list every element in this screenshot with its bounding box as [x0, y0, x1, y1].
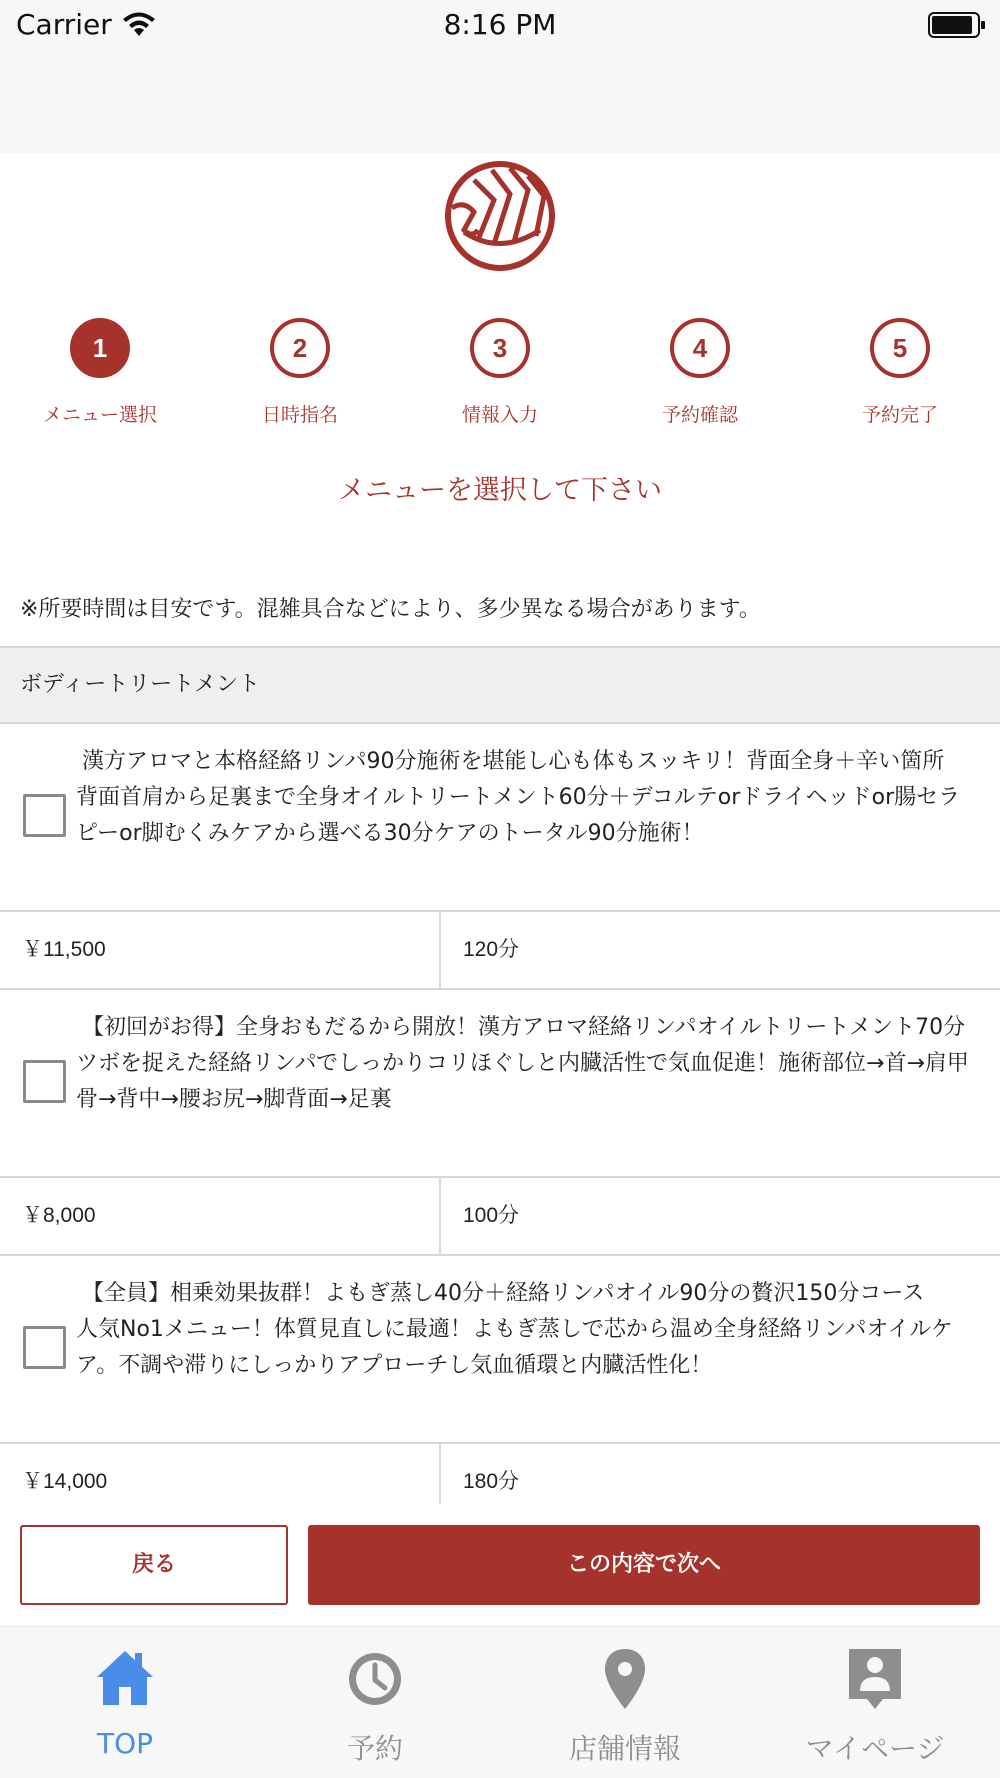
tab-bar — [0, 1626, 1000, 1778]
step-label: 情報入力 — [461, 404, 538, 426]
menu-checkbox[interactable] — [23, 1060, 66, 1103]
step-number: 2 — [270, 318, 330, 378]
next-button[interactable]: この内容で次へ — [308, 1525, 980, 1605]
menu-description: 背面首肩から足裏まで全身オイルトリートメント60分＋デコルテorドライヘッドor腸セラピーor脚むくみケアから選べる30分ケアのトータル90分施術！ — [76, 785, 961, 846]
menu-title: 【全員】相乗効果抜群！よもぎ蒸し40分＋経絡リンパオイル90分の贅沢150分コース — [82, 1281, 925, 1306]
carrier-name: Carrier — [16, 8, 112, 41]
status-time: 8:16 PM — [443, 8, 557, 41]
menu-item[interactable] — [0, 724, 1000, 990]
brand-logo — [444, 160, 556, 272]
tab-label: 店舗情報 — [568, 1732, 681, 1765]
back-button[interactable]: 戻る — [20, 1525, 288, 1605]
step-label: 予約確認 — [661, 404, 738, 426]
menu-list[interactable] — [0, 724, 1000, 1504]
step-datetime — [210, 318, 390, 427]
step-label: メニュー選択 — [42, 404, 157, 426]
step-number: 4 — [670, 318, 730, 378]
menu-item[interactable] — [0, 1256, 1000, 1504]
home-icon — [95, 1647, 155, 1711]
menu-duration: 120分 — [463, 938, 520, 961]
step-label: 予約完了 — [861, 404, 938, 426]
menu-description: ツボを捉えた経絡リンパでしっかりコリほぐしと内臓活性で気血促進！施術部位→首→肩甲骨→背中→腰お尻→脚背面→足裏 — [76, 1051, 969, 1112]
menu-item[interactable] — [0, 990, 1000, 1256]
step-label: 日時指名 — [261, 404, 338, 426]
tab-label: 予約 — [346, 1732, 403, 1765]
tab-label: マイページ — [805, 1732, 945, 1765]
status-bar — [0, 0, 1000, 50]
menu-price: ￥14,000 — [0, 1444, 441, 1504]
step-complete — [810, 318, 990, 427]
nav-bar — [0, 50, 1000, 153]
menu-title: 【初回がお得】全身おもだるから開放！漢方アロマ経絡リンパオイルトリートメント70分 — [82, 1015, 966, 1040]
step-menu-select — [10, 318, 190, 427]
menu-title: 漢方アロマと本格経絡リンパ90分施術を堪能し心も体もスッキリ！背面全身＋辛い箇所 — [82, 749, 945, 774]
step-number: 3 — [470, 318, 530, 378]
profile-icon — [845, 1647, 905, 1711]
duration-note: ※所要時間は目安です。混雑具合などにより、多少異なる場合があります。 — [20, 597, 761, 622]
step-number: 5 — [870, 318, 930, 378]
tab-top[interactable] — [0, 1627, 250, 1778]
menu-price: ￥8,000 — [0, 1178, 441, 1254]
menu-duration: 100分 — [463, 1204, 520, 1227]
clock-icon — [345, 1647, 405, 1711]
step-confirm — [610, 318, 790, 427]
tab-reservation[interactable] — [250, 1627, 500, 1778]
menu-duration: 180分 — [463, 1470, 520, 1493]
menu-checkbox[interactable] — [23, 794, 66, 837]
category-header: ボディートリートメント — [0, 646, 1000, 724]
tab-label: TOP — [96, 1727, 154, 1760]
tab-shop-info[interactable] — [500, 1627, 750, 1778]
step-info-input — [410, 318, 590, 427]
tab-mypage[interactable] — [750, 1627, 1000, 1778]
menu-description: 人気No1メニュー！体質見直しに最適！よもぎ蒸しで芯から温め全身経絡リンパオイルケア。不調や滞りにしっかりアプローチし気血循環と内臓活性化！ — [76, 1317, 953, 1378]
menu-checkbox[interactable] — [23, 1326, 66, 1369]
page-title: メニューを選択して下さい — [338, 475, 662, 506]
progress-steps — [0, 318, 1000, 428]
menu-price: ￥11,500 — [0, 912, 441, 988]
map-pin-icon — [595, 1647, 655, 1711]
battery-icon — [928, 11, 986, 39]
step-number: 1 — [70, 318, 130, 378]
